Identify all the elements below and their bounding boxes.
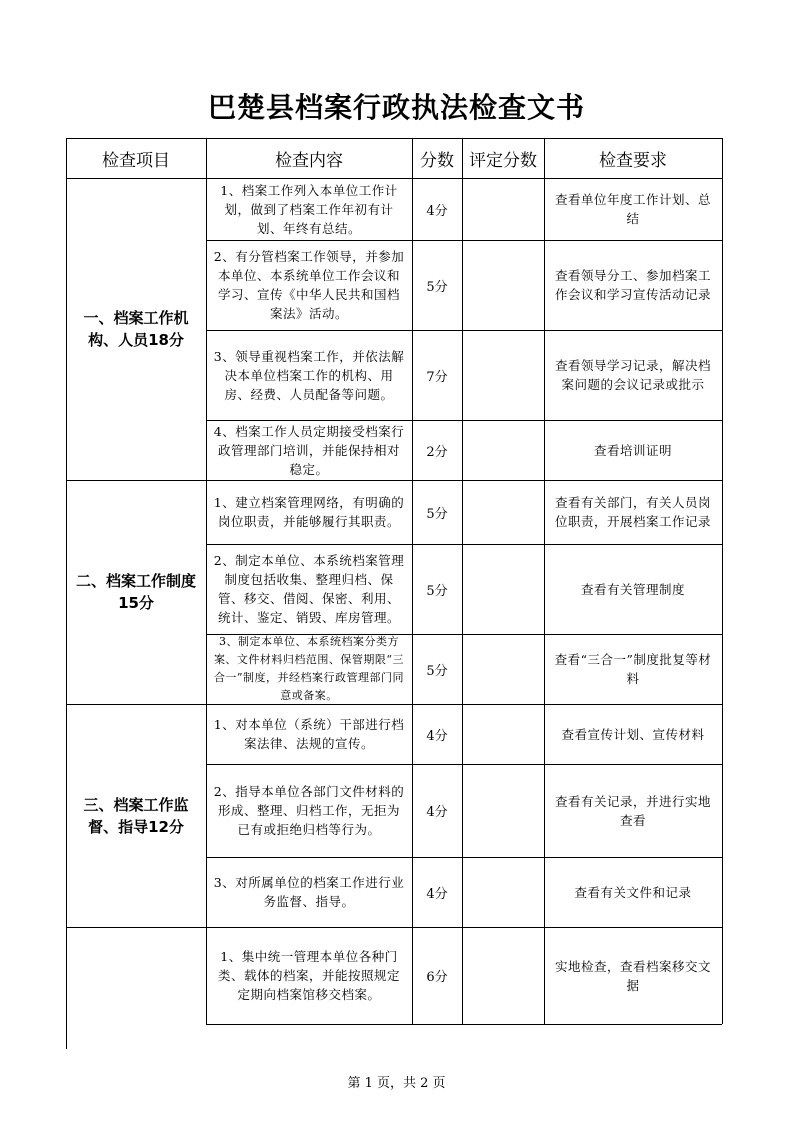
check-content-cell: 2、指导本单位各部门文件材料的形成、整理、归档工作，无拒为已有或拒绝归档等行为。: [213, 784, 405, 837]
rated-score-cell: [462, 857, 544, 927]
check-requirement-cell: 查看有关文件和记录: [574, 884, 692, 900]
score-cell: 5分: [426, 583, 448, 599]
table-rule: [66, 178, 722, 179]
check-requirement-cell: 查看领导分工、参加档案工作会议和学习宣传活动记录: [554, 268, 711, 302]
score-cell: 6分: [426, 970, 448, 985]
check-requirement-cell: 查看有关部门，有关人员岗位职责，开展档案工作记录: [554, 495, 711, 529]
check-content-cell: 1、集中统一管理本单位各种门类、载体的档案，并能按照规定定期向档案馆移交档案。: [217, 949, 400, 1002]
table-rule: [412, 138, 413, 1024]
score-cell: 2分: [426, 444, 448, 460]
score-cell: 7分: [426, 369, 448, 385]
header-check-item: 检查项目: [102, 150, 170, 171]
header-check-requirement: 检查要求: [599, 150, 667, 171]
category-cell: [66, 927, 206, 1024]
rated-score-cell: [462, 240, 544, 330]
check-content-cell: 4、档案工作人员定期接受档案行政管理部门培训，并能保持相对稳定。: [213, 423, 405, 477]
score-cell: 4分: [426, 886, 448, 902]
rated-score-cell: [462, 480, 544, 544]
table-rule: [66, 138, 722, 139]
category-cell: 一、档案工作机构、人员18分: [83, 309, 189, 349]
check-requirement-cell: 查看培训证明: [593, 442, 672, 458]
check-requirement-cell: 查看领导学习记录，解决档案问题的会议记录或批示: [554, 358, 711, 392]
check-content-cell: 2、有分管档案工作领导，并参加本单位、本系统单位工作会议和学习、宣传《中华人民共和国档案法》活动。: [213, 249, 405, 321]
table-rule: [722, 138, 723, 1024]
check-content-cell: 1、档案工作列入本单位工作计划，做到了档案工作年初有计划、年终有总结。: [220, 182, 398, 236]
rated-score-cell: [462, 330, 544, 420]
check-content-cell: 3、制定本单位、本系统档案分类方案、文件材料归档范围、保管期限“三合一”制度，并经档案行政管理部门同意或备案。: [213, 635, 405, 702]
score-cell: 4分: [426, 728, 448, 744]
check-content-cell: 3、领导重视档案工作，并依法解决本单位档案工作的机构、用房、经费、人员配备等问题。: [213, 348, 405, 402]
category-cell: 三、档案工作监督、指导12分: [83, 795, 189, 836]
header-check-content: 检查内容: [275, 150, 343, 171]
table-rule: [206, 1024, 722, 1025]
rated-score-cell: [462, 544, 544, 634]
check-requirement-cell: 实地检查，查看档案移交文据: [554, 958, 711, 993]
check-requirement-cell: 查看有关记录，并进行实地查看: [554, 793, 711, 828]
rated-score-cell: [462, 178, 544, 240]
check-content-cell: 1、建立档案管理网络，有明确的岗位职责，并能够履行其职责。: [213, 495, 405, 529]
check-requirement-cell: 查看“三合一”制度批复等材料: [554, 652, 712, 686]
inspection-table: [66, 138, 722, 1049]
check-requirement-cell: 查看有关管理制度: [580, 581, 685, 597]
check-content-cell: 3、对所属单位的档案工作进行业务监督、指导。: [213, 875, 405, 909]
rated-score-cell: [462, 764, 544, 857]
table-rule: [462, 138, 463, 1024]
page-footer: 第 1 页，共 2 页: [347, 1076, 446, 1091]
document-title: 巴楚县档案行政执法检查文书: [207, 91, 585, 124]
table-rule: [66, 138, 67, 1049]
score-cell: 5分: [426, 279, 448, 295]
score-cell: 4分: [426, 805, 448, 820]
check-requirement-cell: 查看单位年度工作计划、总结: [554, 192, 711, 226]
header-score: 分数: [420, 150, 454, 171]
score-cell: 4分: [426, 203, 448, 219]
score-cell: 5分: [426, 506, 448, 522]
rated-score-cell: [462, 704, 544, 764]
check-content-cell: 1、对本单位（系统）干部进行档案法律、法规的宣传。: [213, 717, 405, 751]
rated-score-cell: [462, 420, 544, 480]
rated-score-cell: [462, 634, 544, 704]
table-rule: [544, 138, 545, 1024]
check-requirement-cell: 查看宣传计划、宣传材料: [561, 726, 705, 742]
category-cell: 二、档案工作制度15分: [75, 572, 196, 612]
check-content-cell: 2、制定本单位、本系统档案管理制度包括收集、整理归档、保管、移交、借阅、保密、利用、统计、鉴定、销毁、库房管理。: [213, 553, 405, 625]
rated-score-cell: [462, 927, 544, 1024]
table-rule: [206, 138, 207, 1024]
header-rated-score: 评定分数: [469, 150, 537, 171]
score-cell: 5分: [426, 663, 448, 679]
